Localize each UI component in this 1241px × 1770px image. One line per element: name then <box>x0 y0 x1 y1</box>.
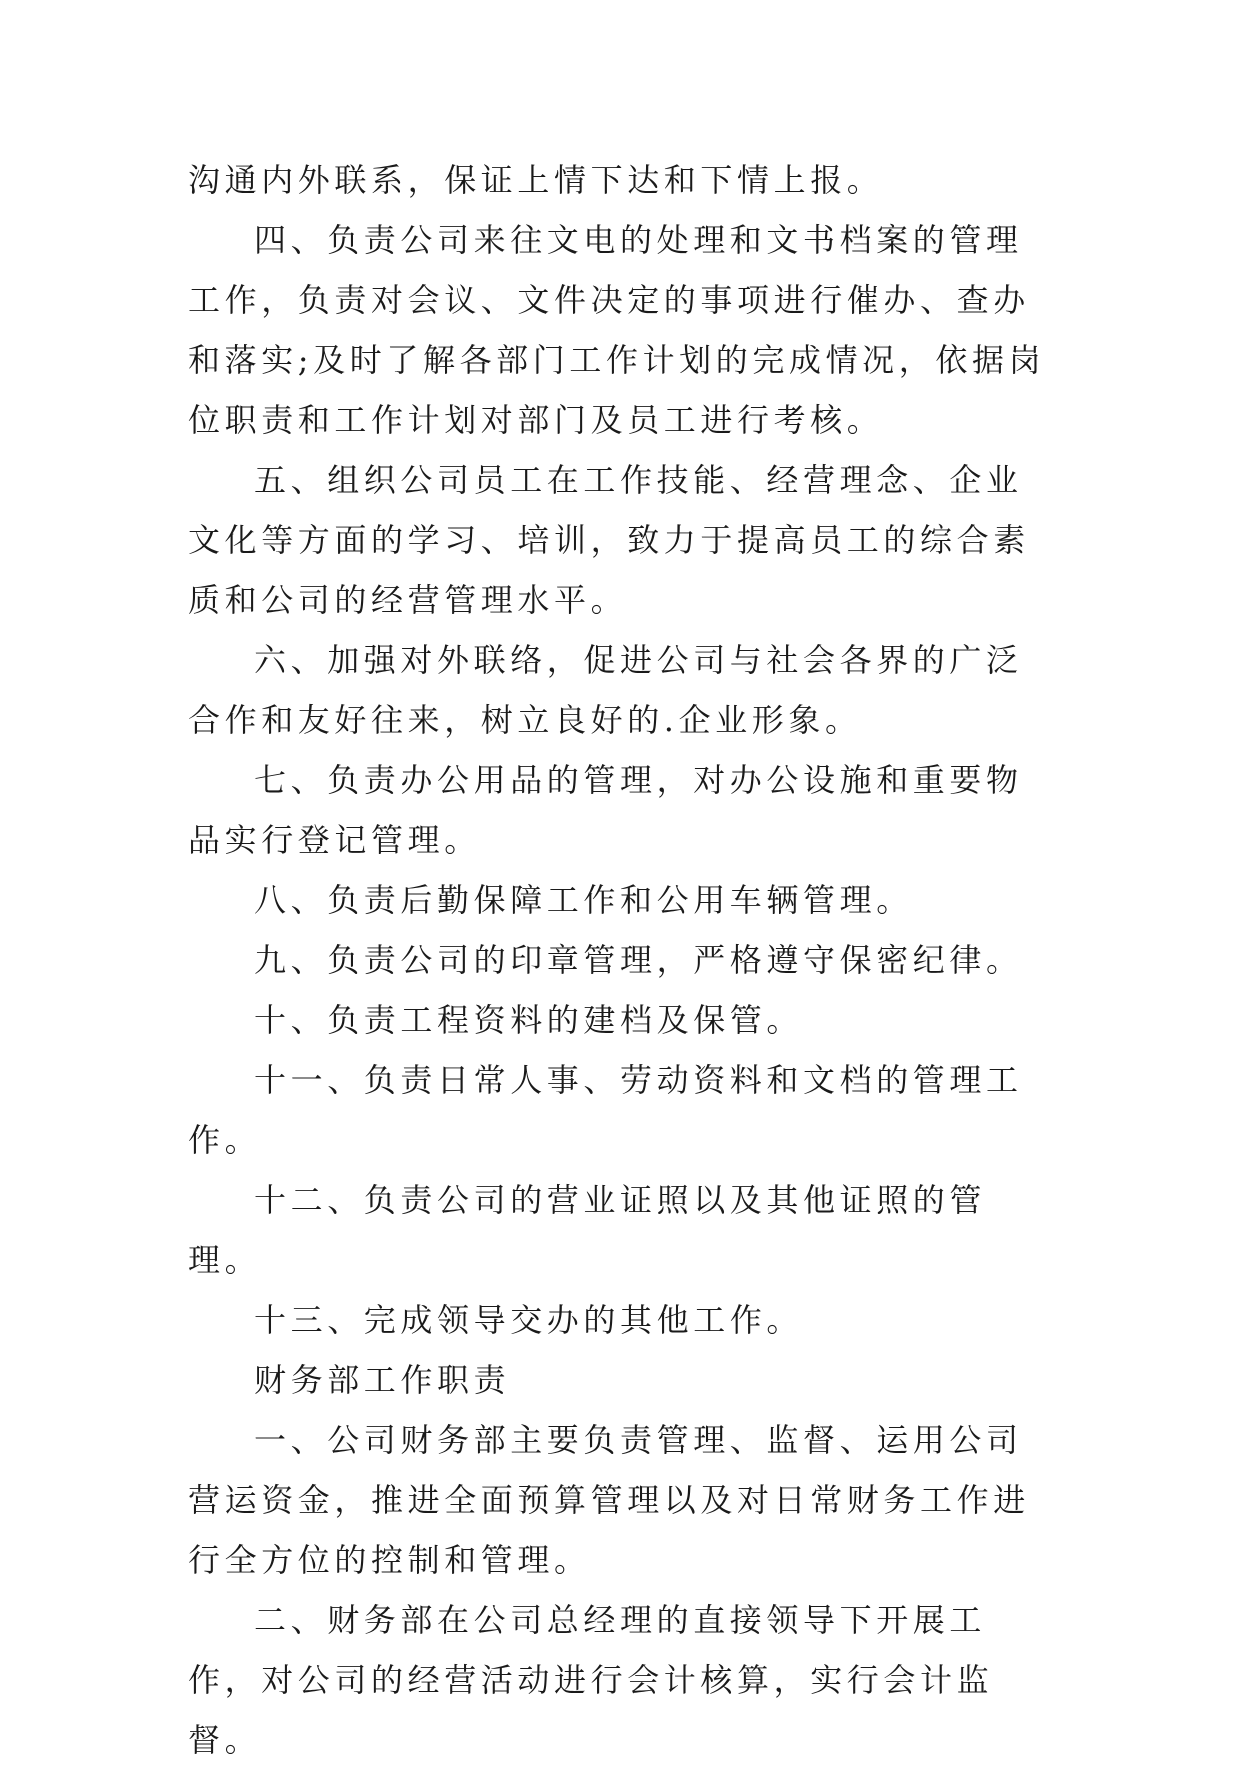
paragraph-item-13: 十三、完成领导交办的其他工作。 <box>254 1301 804 1339</box>
paragraph-item-11: 十一、负责日常人事、劳动资料和文档的管理工作。 <box>188 1061 1023 1159</box>
section-heading-finance: 财务部工作职责 <box>254 1361 511 1399</box>
paragraph-item-5: 五、组织公司员工在工作技能、经营理念、企业文化等方面的学习、培训，致力于提高员工的综合素质和公司的经营管理水平。 <box>188 461 1030 619</box>
paragraph-finance-1: 一、公司财务部主要负责管理、监督、运用公司营运资金，推进全面预算管理以及对日常财务工作进行全方位的控制和管理。 <box>188 1421 1030 1579</box>
paragraph-item-12: 十二、负责公司的营业证照以及其他证照的管理。 <box>188 1181 987 1279</box>
paragraph-item-10: 十、负责工程资料的建档及保管。 <box>254 1001 804 1039</box>
paragraph-item-9: 九、负责公司的印章管理，严格遵守保密纪律。 <box>254 941 1023 979</box>
document-page <box>188 150 1058 1770</box>
paragraph-item-8: 八、负责后勤保障工作和公用车辆管理。 <box>254 881 913 919</box>
paragraph-continuation: 沟通内外联系，保证上情下达和下情上报。 <box>188 161 884 199</box>
paragraph-item-6: 六、加强对外联络，促进公司与社会各界的广泛合作和友好往来，树立良好的.企业形象。 <box>188 641 1023 739</box>
paragraph-item-7: 七、负责办公用品的管理，对办公设施和重要物品实行登记管理。 <box>188 761 1023 859</box>
paragraph-finance-2: 二、财务部在公司总经理的直接领导下开展工作，对公司的经营活动进行会计核算，实行会计监督。 <box>188 1601 994 1759</box>
paragraph-item-4: 四、负责公司来往文电的处理和文书档案的管理工作，负责对会议、文件决定的事项进行催办、查办和落实;及时了解各部门工作计划的完成情况，依据岗位职责和工作计划对部门及员工进行考核。 <box>188 221 1046 439</box>
